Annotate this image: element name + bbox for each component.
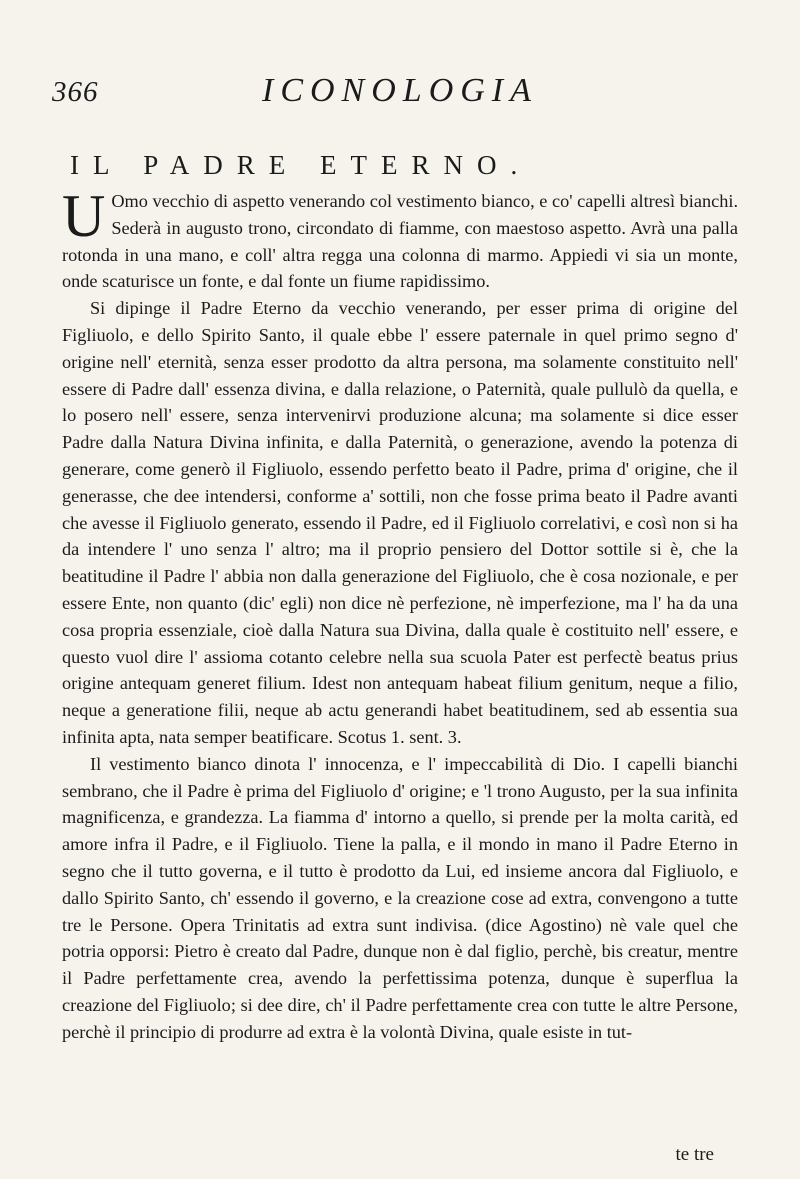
section-title: IL PADRE ETERNO. bbox=[70, 150, 532, 180]
paragraph-1 bbox=[62, 183, 739, 295]
paragraph-1-text: Omo vecchio di aspetto venerando col vestimento bianco, e co' capelli altresì bianchi. Sederà in augusto trono, circondato di fiamme, con maestoso aspetto. Avrà una palla rotonda in una mano, e coll' altra regga una colonna di marmo. Appiedi vi sia un monte, onde scaturisce un fonte, e dal fonte un fiume rapidissimo. bbox=[62, 191, 739, 292]
body-text bbox=[62, 183, 739, 1046]
running-title: ICONOLOGIA bbox=[262, 72, 538, 109]
drop-cap: U bbox=[62, 183, 106, 249]
paragraph-2: Si dipinge il Padre Eterno da vecchio venerando, per esser prima di origine del Figliuolo, e dello Spirito Santo, il quale ebbe l' essere paternale in quel primo segno d' origine nell' eternità, senza esser prodotto da altra persona, ma solamente constituito nell' essere di Padre dall' essenza divina, e dalla relazione, o Paternità, quale pullulò da quella, e lo posero nell' essere, senza intervenirvi produzione alcuna; ma solamente si dice esser Padre dalla Natura Divina infinita, e dalla Paternità, o generazione, avendo la potenza di generare, come generò il Figliuolo, essendo perfetto beato il Padre, prima d' origine, che il generasse, che dee intendersi, conforme a' sottili, non che fosse prima beato il Padre avanti che avesse il Figliuolo generato, essendo il Padre, ed il Figliuolo correlativi, e così non si ha da intendere l' uno senza l' altro; ma il proprio pensiero del Dottor sottile si è, che la beatitudine il Padre l' abbia non dalla generazione del Figliuolo, che è cosa nozionale, e per essere Ente, non quanto (dic' egli) non dice nè perfezione, nè imperfezione, ma l' ha da una cosa propria essenziale, cioè dalla Natura sua Divina, dalla quale è costituito nell' essere, e questo vuol dire l' assioma cotanto celebre nella sua scuola Pater est perfectè beatus prius origine antequam generet filium. Idest non antequam habeat filium genitum, neque a filio, neque a generatione filii, neque ab actu generandi habet beatitudinem, sed ab essentia sua infinita apta, nata semper beatificare. Scotus 1. sent. 3. bbox=[62, 298, 738, 747]
catchword: te tre bbox=[675, 1144, 714, 1165]
page-number: 366 bbox=[52, 76, 99, 108]
page-header bbox=[0, 68, 800, 118]
paragraph-3: Il vestimento bianco dinota l' innocenza, e l' impeccabilità di Dio. I capelli bianchi sembrano, che il Padre è prima del Figliuolo d' origine; e 'l trono Augusto, per la sua infinita magnificenza, e grandezza. La fiamma d' intorno a quello, si prende per la molta carità, ed amore infra il Padre, e il Figliuolo. Tiene la palla, e il mondo in mano il Padre Eterno in segno che il tutto governa, e il tutto è prodotto da Lui, ed insieme ancora dal Figliuolo, e dallo Spirito Santo, ch' essendo il governo, e la creazione cose ad extra, convengono a tutte tre le Persone. Opera Trinitatis ad extra sunt indivisa. (dice Agostino) nè vale quel che potria opporsi: Pietro è creato dal Padre, dunque non è dal figlio, perchè, bis creatur, mentre il Padre perfettamente crea, avendo la perfettissima potenza, dunque è superflua la creazione del Figliuolo; si dee dire, ch' il Padre perfettamente crea con tutte le altre Persone, perchè il principio di produrre ad extra è la volontà Divina, quale esiste in tut- bbox=[62, 753, 738, 1042]
